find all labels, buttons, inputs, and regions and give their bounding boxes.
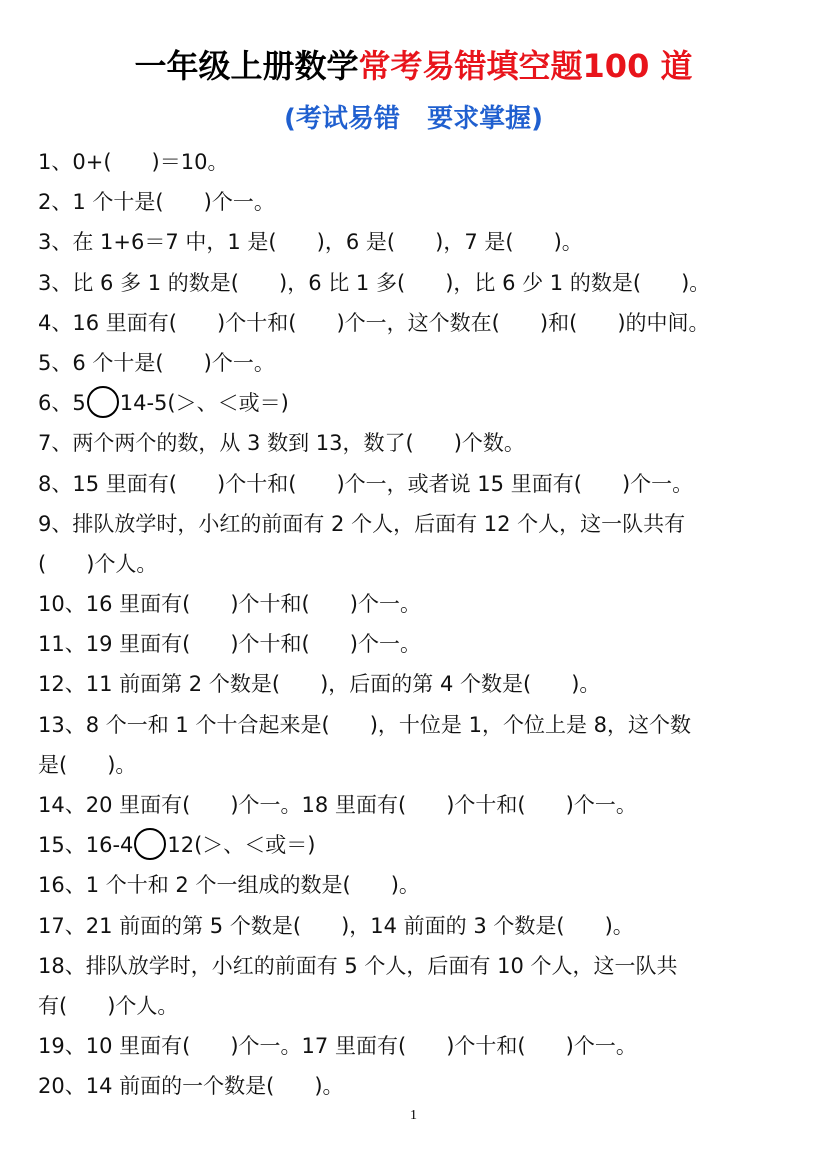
compare-blank-circle xyxy=(87,386,119,418)
question-line: 8、15 里面有( )个十和( )个一，或者说 15 里面有( )个一。 xyxy=(38,471,694,496)
title-topic: 常考易错填空题 xyxy=(358,47,583,85)
question-line: 16、1 个十和 2 个一组成的数是( )。 xyxy=(38,873,420,898)
question-line: 13、8 个一和 1 个十合起来是( )，十位是 1，个位上是 8，这个数 xyxy=(38,712,691,737)
question-line: 9、排队放学时，小红的前面有 2 个人，后面有 12 个人，这一队共有 xyxy=(38,511,686,536)
question-line: 12、11 前面第 2 个数是( )，后面的第 4 个数是( )。 xyxy=(38,672,601,697)
question-line: 2、1 个十是( )个一。 xyxy=(38,190,275,215)
comparison-question-line xyxy=(38,825,798,865)
page-subtitle: (考试易错 要求掌握) xyxy=(284,104,543,134)
question-line: 11、19 里面有( )个十和( )个一。 xyxy=(38,632,421,657)
question-line: 19、10 里面有( )个一。17 里面有( )个十和( )个一。 xyxy=(38,1034,637,1059)
question-line-continued: ( )个人。 xyxy=(38,551,158,576)
question-line: 4、16 里面有( )个十和( )个一，这个数在( )和( )的中间。 xyxy=(38,310,710,335)
comparison-left: 15、16-4 xyxy=(38,833,134,858)
question-line: 20、14 前面的一个数是( )。 xyxy=(38,1074,344,1099)
question-line: 3、在 1+6＝7 中，1 是( )，6 是( )，7 是( )。 xyxy=(38,230,583,255)
comparison-left: 6、5 xyxy=(38,391,86,416)
page-title xyxy=(0,44,827,88)
comparison-question-line xyxy=(38,383,798,423)
question-line: 5、6 个十是( )个一。 xyxy=(38,350,275,375)
question-line: 17、21 前面的第 5 个数是( )，14 前面的 3 个数是( )。 xyxy=(38,913,634,938)
question-line: 10、16 里面有( )个十和( )个一。 xyxy=(38,592,421,617)
comparison-right: 12(＞、＜或＝) xyxy=(167,833,316,858)
question-line: 7、两个两个的数，从 3 数到 13，数了( )个数。 xyxy=(38,431,525,456)
title-grade: 一年级上册数学 xyxy=(134,47,359,85)
compare-blank-circle xyxy=(134,828,166,860)
question-line: 18、排队放学时，小红的前面有 5 个人，后面有 10 个人，这一队共 xyxy=(38,953,678,978)
question-line-continued: 有( )个人。 xyxy=(38,993,179,1018)
question-line: 3、比 6 多 1 的数是( )，6 比 1 多( )，比 6 少 1 的数是( )。 xyxy=(38,270,711,295)
comparison-right: 14-5(＞、＜或＝) xyxy=(119,391,289,416)
question-line-continued: 是( )。 xyxy=(38,752,137,777)
page-number: 1 xyxy=(410,1108,417,1123)
question-line: 14、20 里面有( )个一。18 里面有( )个十和( )个一。 xyxy=(38,793,637,817)
title-count: 100 道 xyxy=(582,47,693,85)
question-line: 1、0+( )＝10。 xyxy=(38,150,229,174)
question-list xyxy=(38,142,798,1107)
